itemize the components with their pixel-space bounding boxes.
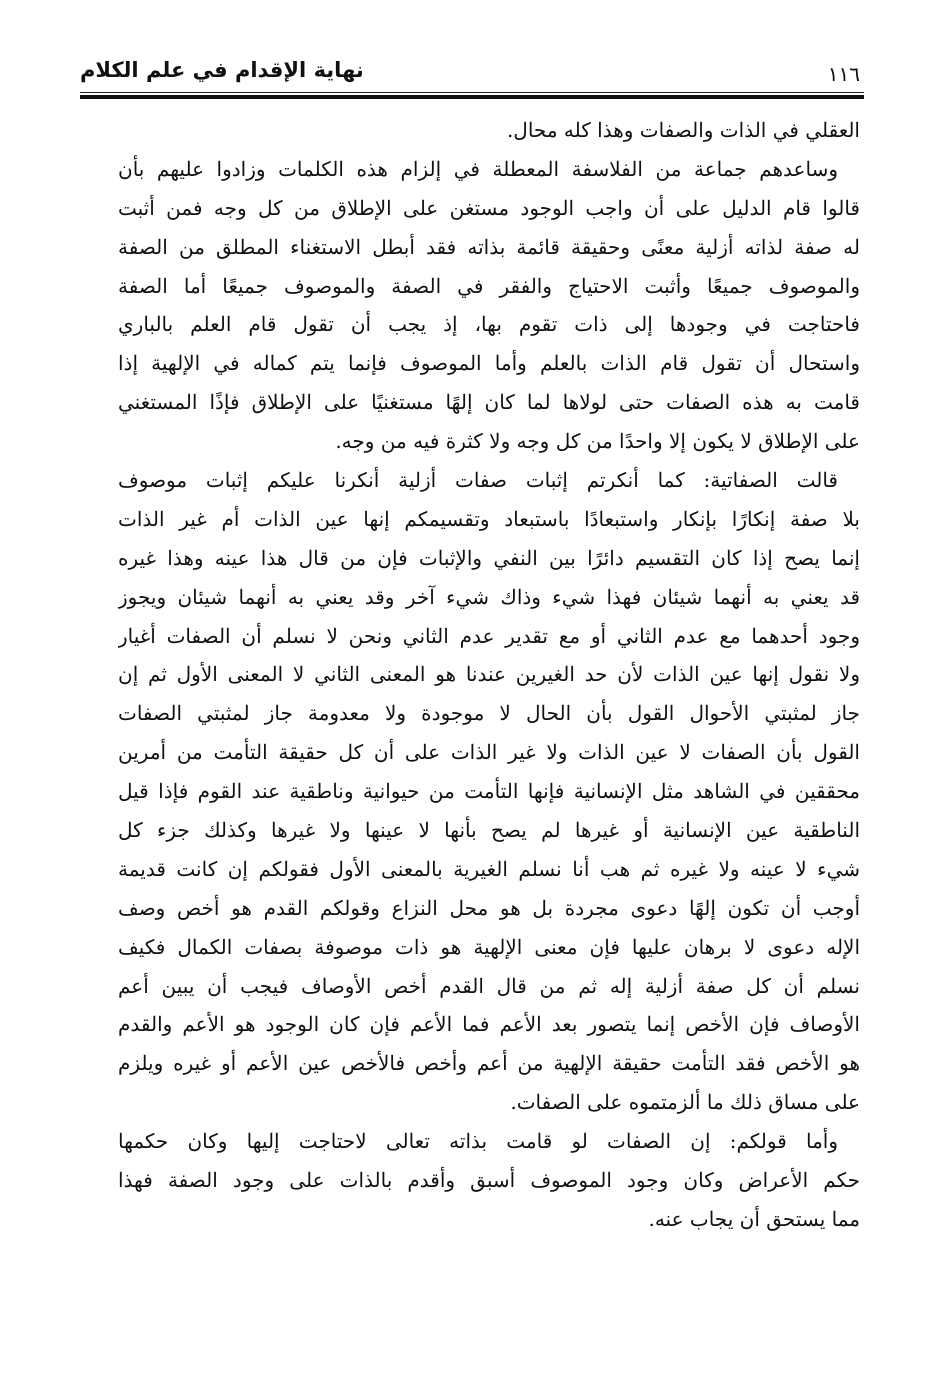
text-line: أوجب أن تكون إلهًا دعوى مجردة بل هو محل النزاع وقولكم القدم هو أخص وصف bbox=[118, 895, 860, 920]
text-line: العقلي في الذات والصفات وهذا كله محال. bbox=[506, 118, 860, 142]
text-line: له صفة لذاته أزلية معنًى وحقيقة قائمة بذاته فقد أبطل الاستغناء المطلق من الصفة bbox=[118, 234, 860, 259]
text-line: قالوا قام الدليل على أن واجب الوجود مستغن على الإطلاق من كل وجه فمن أثبت bbox=[118, 195, 860, 220]
text-line: إنما يصح إذا كان التقسيم دائرًا بين النفي والإثبات فإن من قال هذا عينه وهذا غيره bbox=[118, 545, 860, 570]
text-line: بلا صفة إنكارًا بإنكار واستبعادًا باستبعاد وتقسيمكم إنها عين الذات أم غير الذات bbox=[118, 506, 860, 531]
running-header-title: نهاية الإقدام في علم الكلام bbox=[80, 58, 364, 82]
page-body-text bbox=[118, 111, 860, 1239]
text-line: القول بأن الصفات لا عين الذات ولا غير الذات على أن كل حقيقة التأمت من أمرين bbox=[118, 740, 860, 765]
text-line: وساعدهم جماعة من الفلاسفة المعطلة في إلزام هذه الكلمات وزادوا عليهم بأن bbox=[118, 156, 838, 181]
text-line: قد يعني به أنهما شيئان فهذا شيء وذاك شيء آخر وقد يعني به أنهما شيئان ويجوز bbox=[118, 584, 860, 609]
text-line: محققين في الشاهد مثل الإنسانية فإنها التأمت من حيوانية وناطقية عند القوم فإذا قيل bbox=[118, 779, 860, 804]
text-line: قامت به هذه الصفات حتى لولاها لما كان إلهًا مستغنيًا على الإطلاق فإذًا المستغني bbox=[118, 390, 860, 415]
text-line: جاز لمثبتي الأحوال القول بأن الحال لا موجودة ولا معدومة جاز لمثبتي الصفات bbox=[118, 701, 860, 726]
text-line: وجود أحدهما مع عدم الثاني أو مع تقدير عدم الثاني ونحن لا نسلم أن الصفات أغيار bbox=[118, 623, 860, 648]
text-line: على مساق ذلك ما ألزمتموه على الصفات. bbox=[510, 1090, 860, 1115]
text-line: واستحال أن تقول قام الذات بالعلم وأما الموصوف فإنما يتم كماله في الإلهية إذا bbox=[118, 351, 860, 376]
header-rule-thick bbox=[80, 95, 864, 99]
page-number: ١١٦ bbox=[827, 62, 860, 86]
header-rule-thin bbox=[80, 92, 864, 93]
text-line: نسلم أن كل صفة أزلية إله ثم من قال القدم أخص الأوصاف فيجب أن يبين أعم bbox=[118, 973, 860, 998]
text-line: ولا نقول إنها عين الذات لأن حد الغيرين عندنا هو المعنى الثاني لا المعنى الأول ثم إن bbox=[118, 662, 860, 687]
text-line: الإله دعوى لا برهان عليها فإن معنى الإلهية هو ذات موصوفة بصفات الكمال فكيف bbox=[118, 934, 860, 959]
text-line: فاحتاجت في وجودها إلى ذات تقوم بها، إذ يجب أن تقول قام العلم بالباري bbox=[118, 312, 860, 337]
text-line: والموصوف جميعًا وأثبت الاحتياج والفقر في الصفة والموصوف جميعًا أما الصفة bbox=[118, 273, 860, 298]
text-line: وأما قولكم: إن الصفات لو قامت بذاته تعالى لاحتاجت إليها وكان حكمها bbox=[118, 1129, 838, 1154]
text-line: قالت الصفاتية: كما أنكرتم إثبات صفات أزلية أنكرنا عليكم إثبات موصوف bbox=[118, 468, 838, 493]
text-line: مما يستحق أن يجاب عنه. bbox=[648, 1206, 860, 1231]
text-line: على الإطلاق لا يكون إلا واحدًا من كل وجه ولا كثرة فيه من وجه. bbox=[335, 429, 860, 454]
text-line: حكم الأعراض وكان وجود الموصوف أسبق وأقدم بالذات على وجود الصفة فهذا bbox=[118, 1168, 860, 1193]
text-line: شيء لا عينه ولا غيره ثم هب أنا نسلم الغيرية بالمعنى الأول فقولكم إن كانت قديمة bbox=[118, 856, 860, 881]
text-line: الناطقية عين الإنسانية أو غيرها لم يصح بأنها لا عينها ولا غيرها وكذلك جزء كل bbox=[118, 818, 860, 843]
text-line: هو الأخص فقد التأمت حقيقة الإلهية من أعم وأخص فالأخص عين الأعم أو غيره ويلزم bbox=[118, 1051, 860, 1076]
text-line: الأوصاف فإن الأخص إنما يتصور بعد الأعم فما الأعم فإن كان الوجود هو الأعم والقدم bbox=[118, 1012, 860, 1037]
